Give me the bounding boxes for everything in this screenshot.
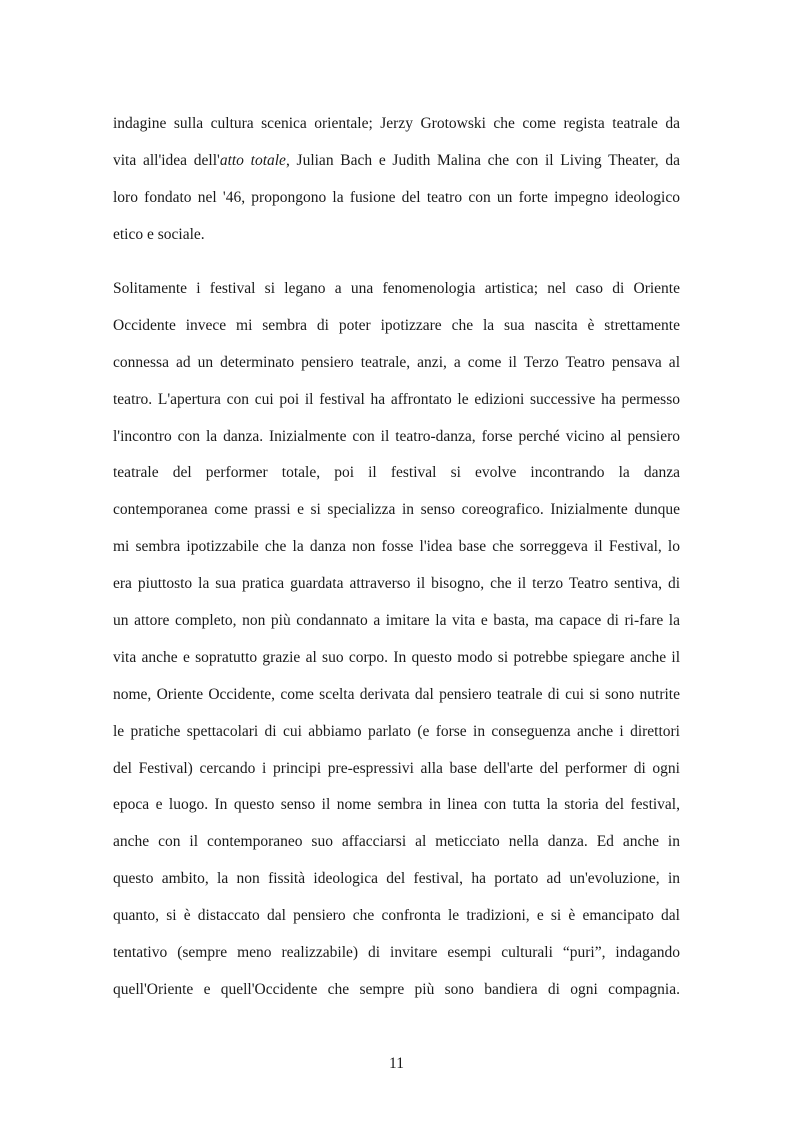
text-line: era piuttosto la sua pratica guardata attraverso il bisogno, che il terzo Teatro sentiva, di — [113, 575, 680, 593]
text-line: Solitamente i festival si legano a una fenomenologia artistica; nel caso di Oriente — [113, 280, 680, 297]
text-line: etico e sociale. — [113, 225, 205, 243]
text-line: quell'Oriente e quell'Occidente che sempre più sono bandiera di ogni compagnia. — [113, 980, 680, 998]
text-line: indagine sulla cultura scenica orientale; Jerzy Grotowski che come regista teatrale da — [113, 115, 680, 132]
text-line: loro fondato nel '46, propongono la fusione del teatro con un forte impegno ideologico — [113, 188, 680, 206]
text-line: tentativo (sempre meno realizzabile) di invitare esempi culturali “puri”, indagando — [113, 944, 680, 962]
italic-term: atto totale — [219, 151, 286, 169]
text-line: quanto, si è distaccato dal pensiero che confronta le tradizioni, e si è emancipato dal — [113, 907, 680, 925]
text-segment: , Julian Bach e Judith Malina che con il Living Theater, da — [285, 151, 680, 169]
text-line: vita anche e sopratutto grazie al suo corpo. In questo modo si potrebbe spiegare anche il — [113, 648, 680, 666]
text-line: teatro. L'apertura con cui poi il festival ha affrontato le edizioni successive ha permesso — [113, 390, 680, 408]
paragraph-2 — [113, 271, 680, 1009]
text-line: l'incontro con la danza. Inizialmente con il teatro-danza, forse perché vicino al pensiero — [113, 427, 680, 445]
paragraph-1 — [113, 106, 680, 254]
page-number: 11 — [389, 1055, 404, 1072]
text-line: connessa ad un determinato pensiero teatrale, anzi, a come il Terzo Teatro pensava al — [113, 353, 680, 371]
text-line — [113, 143, 680, 180]
text-line: un attore completo, non più condannato a imitare la vita e basta, ma capace di ri-fare la — [113, 612, 680, 630]
text-line: questo ambito, la non fissità ideologica del festival, ha portato ad un'evoluzione, in — [113, 870, 680, 888]
text-line: anche con il contemporaneo suo affacciarsi al meticciato nella danza. Ed anche in — [113, 833, 680, 851]
text-line: epoca e luogo. In questo senso il nome sembra in linea con tutta la storia del festival, — [113, 796, 680, 814]
text-line: mi sembra ipotizzabile che la danza non fosse l'idea base che sorreggeva il Festival, lo — [113, 538, 680, 556]
text-line: le pratiche spettacolari di cui abbiamo parlato (e forse in conseguenza anche i direttori — [113, 722, 680, 740]
text-line: nome, Oriente Occidente, come scelta derivata dal pensiero teatrale di cui si sono nutrite — [113, 685, 680, 703]
text-segment: vita all'idea dell' — [113, 151, 220, 169]
text-line: del Festival) cercando i principi pre-espressivi alla base dell'arte del performer di ogni — [113, 759, 680, 777]
text-line: contemporanea come prassi e si specializza in senso coreografico. Inizialmente dunque — [113, 501, 680, 519]
text-line: Occidente invece mi sembra di poter ipotizzare che la sua nascita è strettamente — [113, 316, 680, 334]
text-line: teatrale del performer totale, poi il festival si evolve incontrando la danza — [113, 464, 680, 482]
